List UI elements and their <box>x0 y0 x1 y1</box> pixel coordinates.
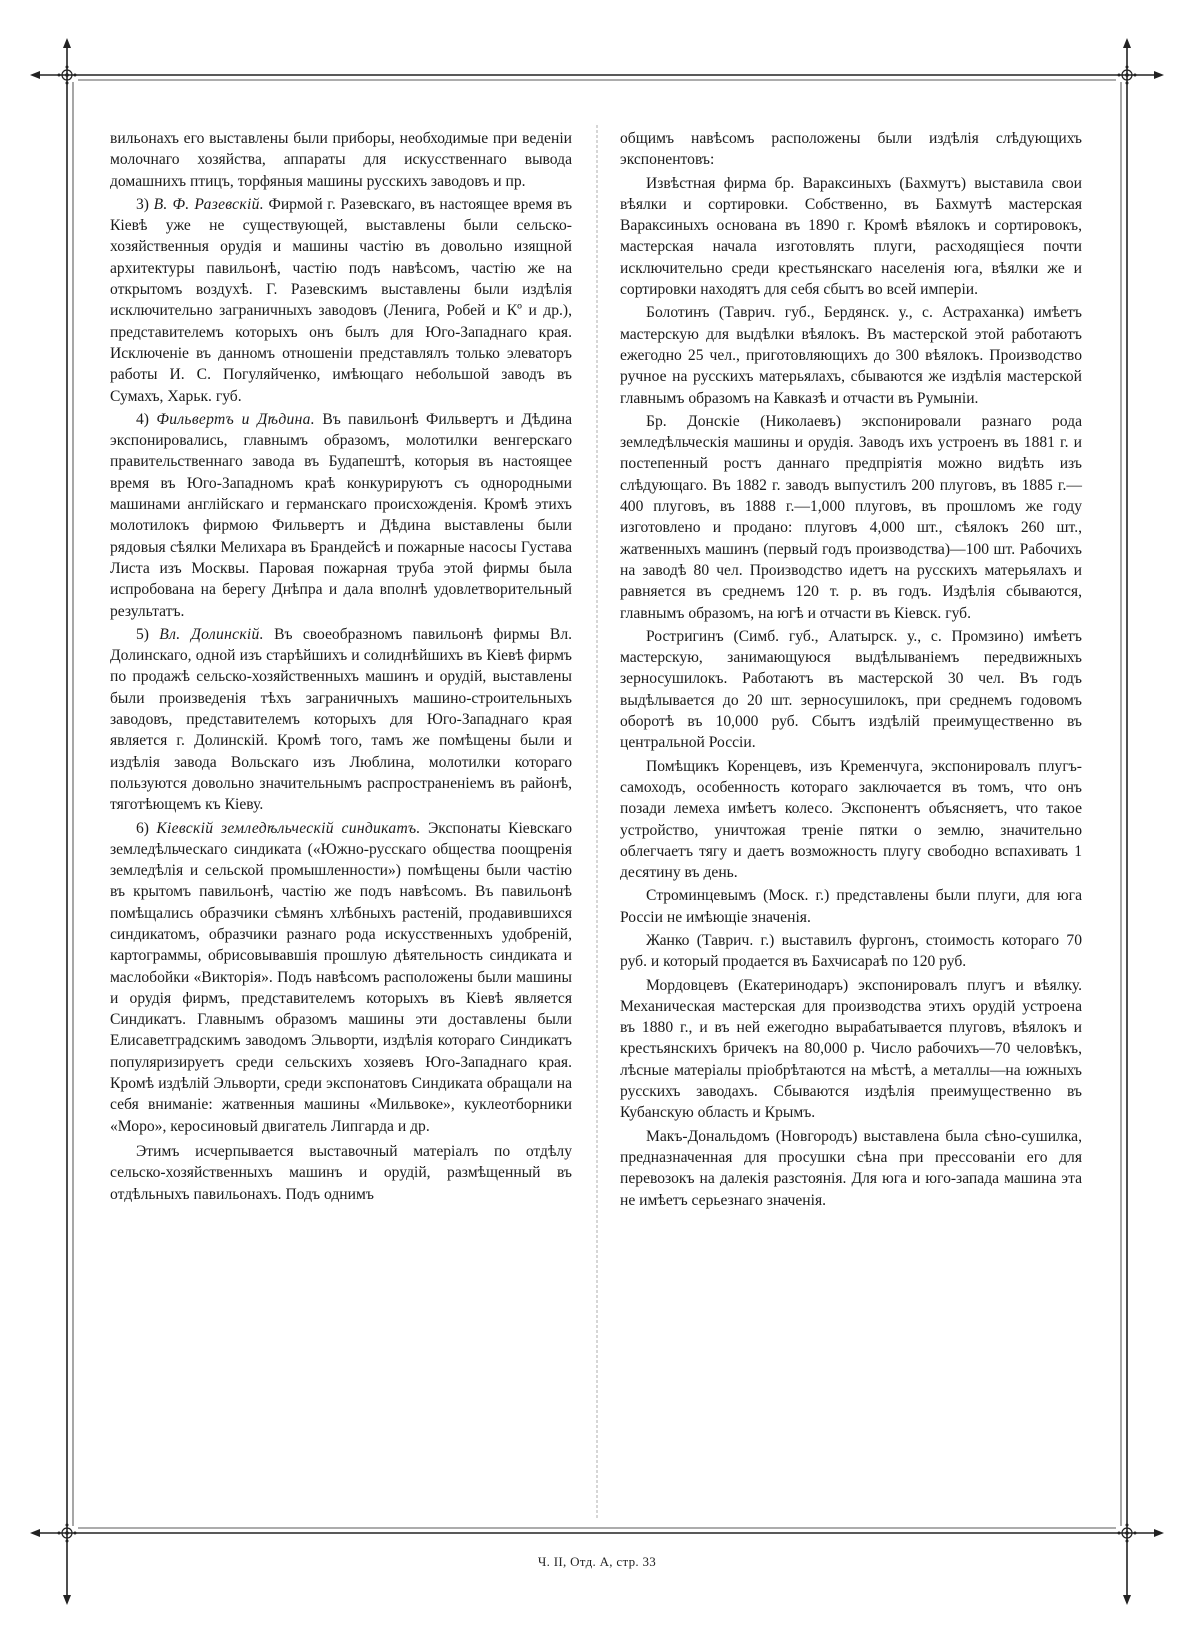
paragraph <box>620 626 1082 754</box>
paragraph <box>620 1126 1082 1211</box>
paragraph-text: Въ павильонѣ Фильвертъ и Дѣдина экспонировались, главнымъ образомъ, молотилки венгерскаго правительственнаго завода въ Будапештѣ, которыя въ настоящее время въ Юго-Западномъ краѣ конкурируютъ съ однородными машинами англійскаго и германскаго происхожденія. Кромѣ этихъ молотилокъ фирмою Фильвертъ и Дѣдина выставлены были рядовыя сѣялки Мелихара въ Брандейсѣ и пожарные насосы Густава Листа изъ Москвы. Паровая пожарная труба этой фирмы была испробована на берегу Днѣпра и дала вполнѣ удовлетворительный результатъ. <box>110 410 573 620</box>
paragraph-text: Помѣщикъ Коренцевъ, изъ Кременчуга, экспонировалъ плугъ-самоходъ, особенность котораго заключается въ томъ, что онъ позади лемеха имѣетъ колесо. Экспонентъ объясняетъ, что такое устройство, уничтожая треніе пятки о землю, значительно облегчаетъ тягу и даетъ возможность плугу свободно вспахивать 1 десятину въ день. <box>620 757 1082 882</box>
paragraph <box>620 128 1082 171</box>
paragraph-text: Извѣстная фирма бр. Вараксиныхъ (Бахмутъ) выставила свои вѣялки и сортировки. Собственно, въ Бахмутѣ мастерская Вараксиныхъ основана въ 1890 г. Кромѣ вѣялокъ и сортировокъ, мастерская начала изготовлять плуги, расходящіеся почти исключительно среди крестьянскаго населенія юга, вѣялки же и сортировки находятъ для себя сбытъ во всей имперіи. <box>620 174 1082 299</box>
paragraph <box>110 409 572 622</box>
exhibitor-name: Фильвертъ и Дѣдина. <box>156 410 315 428</box>
paragraph-text: Бр. Донскіе (Николаевъ) экспонировали разнаго рода земледѣльческія машины и орудія. Заводъ ихъ устроенъ въ 1881 г. и постепенный ростъ даннаго предпріятія можно видѣть изъ слѣдующаго. Въ 1882 г. заводъ выпустилъ 200 плуговъ, въ 1885 г.—400 плуговъ, въ 1888 г.—1,000 плуговъ, въ прошломъ же году изготовлено и продано: плуговъ 4,000 шт., сѣялокъ 260 шт., жатвенныхъ машинъ (первый годъ производства)—100 шт. Рабочихъ на заводѣ 80 чел. Производство идетъ на русскихъ матерьялахъ и равняется въ среднемъ 120 т. р. въ годъ. Издѣлія сбываются, главнымъ образомъ, на югѣ и отчасти въ Кіевск. губ. <box>620 412 1082 622</box>
item-number: 4) <box>136 410 149 428</box>
paragraph <box>110 818 572 1137</box>
paragraph-text: Ростригинъ (Симб. губ., Алатырск. у., с. Промзино) имѣетъ мастерскую, занимающуюся выдѣлыванiемъ передвижныхъ зерносушилокъ. Работаютъ въ мастерской 30 чел. Въ годъ выдѣлывается до 20 шт. зерносушилокъ, при среднемъ годовомъ оборотѣ въ 10,000 руб. Сбытъ издѣлій преимущественно въ центральной Россіи. <box>620 627 1082 752</box>
paragraph-text: Экспонаты Кіевскаго земледѣльческаго синдиката («Южно-русскаго общества поощренія земледѣлія и сельской промышленности») помѣщены были частію въ крытомъ павильонѣ, частію же подъ навѣсомъ. Въ павильонѣ помѣщались образчики сѣмянъ хлѣбныхъ растеній, продавившихся синдикатомъ, образчики разнаго рода искусственныхъ удобреній, картограммы, обрисовывавшія прошлую дѣятельность синдиката и маслобойки «Викторія». Подъ навѣсомъ расположены были машины и орудія фирмъ, представителемъ которыхъ въ Кіевѣ является Синдикатъ. Главнымъ образомъ машины эти доставлены были Елисаветградскимъ заводомъ Эльворти, издѣлія котораго Синдикатъ популяризируетъ среди сельскихъ хозяевъ Юго-Западнаго края. Кромѣ издѣлій Эльворти, среди экспонатовъ Синдиката обращали на себя вниманіе: жатвенныя машины «Мильвоке», куклеотборники «Моро», керосиновый двигатель Липгарда и др. <box>110 819 572 1135</box>
paragraph-text: вильонахъ его выставлены были приборы, необходимые при веденіи молочнаго хозяйства, аппараты для искусственнаго вывода домашнихъ птицъ, торфяныя машины русскихъ заводовъ и пр. <box>110 130 572 190</box>
paragraph-text: Строминцевымъ (Моск. г.) представлены были плуги, для юга Россіи не имѣющіе значенія. <box>620 887 1082 926</box>
item-number: 5) <box>136 625 149 643</box>
paragraph-text: Въ своеобразномъ павильонѣ фирмы Вл. Долинскаго, одной изъ старѣйшихъ и солиднѣйшихъ въ Кіевѣ фирмъ по продажѣ сельско-хозяйственныхъ машинъ и орудій, выставлены были произведенія тѣхъ заграничныхъ машино-строительныхъ заводовъ, представителемъ которыхъ для Юго-Западнаго края является г. Долинскій. Кромѣ того, тамъ же помѣщены были и издѣлія завода Вольскаго изъ Люблина, молотилки котораго пользуются довольно значительнымъ распространеніемъ въ районѣ, тяготѣющемъ къ Кіеву. <box>110 625 572 814</box>
exhibitor-name: Кіевскій земледѣльческій синдикатъ. <box>156 819 421 837</box>
exhibitor-name: Вл. Долинскій. <box>159 625 264 643</box>
item-number: 3) <box>136 195 149 213</box>
corner-ornament-top-left <box>30 38 77 85</box>
paragraph-text: Этимъ исчерпывается выставочный матеріалъ по отдѣлу сельско-хозяйственныхъ машинъ и орудій, размѣщенный въ отдѣльныхъ павильонахъ. Подъ однимъ <box>110 1142 572 1203</box>
corner-ornament-top-right <box>1118 38 1165 85</box>
paragraph-text: Фирмой г. Разевскаго, въ настоящее время въ Кіевѣ уже не существующей, выставлены были сельско-хозяйственныя орудія и машины частію въ довольно изящной архитектуры павильонѣ, частію подъ навѣсомъ, частію же на открытомъ воздухѣ. Г. Разевскимъ выставлены были издѣлія исключительно заграничныхъ заводовъ (Ленига, Робей и Кº и др.), представителемъ которыхъ онъ былъ для Юго-Западнаго края. Исключеніе въ данномъ отношеніи представлялъ только элеваторъ работы И. С. Погуляйченко, имѣющаго небольшой заводъ въ Сумахъ, Харьк. губ. <box>110 195 573 405</box>
page-footer: Ч. II, Отд. А, стр. 33 <box>537 1554 657 1569</box>
paragraph-text: Болотинъ (Таврич. губ., Бердянск. у., с. Астраханка) имѣетъ мастерскую для выдѣлки вѣялокъ. Въ мастерской этой работаютъ ежегодно 25 чел., приготовляющихъ до 300 вѣялокъ. Производство ручное на русскихъ матерьялахъ, сбываются же издѣлія мастерской главнымъ образомъ на Кавказѣ и отчасти въ Румыніи. <box>620 304 1082 407</box>
paragraph <box>620 173 1082 301</box>
paragraph <box>620 411 1082 624</box>
paragraph-text: Макъ-Дональдомъ (Новгородъ) выставлена была сѣно-сушилка, предназначенная для просушки сѣна при прессованіи его для перевозокъ на далекія разстоянія. Для юга и юго-запада машина эта не имѣетъ серьезнаго значенія. <box>620 1127 1082 1209</box>
paragraph <box>110 624 572 816</box>
paragraph <box>620 975 1082 1124</box>
right-column <box>620 128 1082 1213</box>
paragraph <box>620 756 1082 884</box>
paragraph <box>110 128 572 192</box>
paragraph-text: Жанко (Таврич. г.) выставилъ фургонъ, стоимость котораго 70 руб. и который продается въ Бахчисараѣ по 120 руб. <box>620 931 1082 971</box>
item-number: 6) <box>136 819 149 837</box>
paragraph-text: Мордовцевъ (Екатеринодаръ) экспонировалъ плугъ и вѣялку. Механическая мастерская для производства этихъ орудій устроена въ 1880 г., и въ ней ежегодно вырабатывается плуговъ, вѣялокъ и крестьянскихъ бричекъ на 80,000 р. Число рабочихъ—70 человѣкъ, лѣсные матеріалы пріобрѣтаются на мѣстѣ, а металлы—на южныхъ русскихъ заводахъ. Сбываются издѣлія преимущественно въ Кубанскую область и Крымъ. <box>620 976 1082 1122</box>
exhibitor-name: В. Ф. Разевскій. <box>153 195 264 213</box>
paragraph <box>110 194 572 407</box>
paragraph <box>110 1141 572 1205</box>
paragraph <box>620 885 1082 928</box>
left-column <box>110 128 572 1207</box>
paragraph-text: общимъ навѣсомъ расположены были издѣлія слѣдующихъ экспонентовъ: <box>620 130 1082 169</box>
paragraph <box>620 930 1082 973</box>
paragraph <box>620 302 1082 408</box>
